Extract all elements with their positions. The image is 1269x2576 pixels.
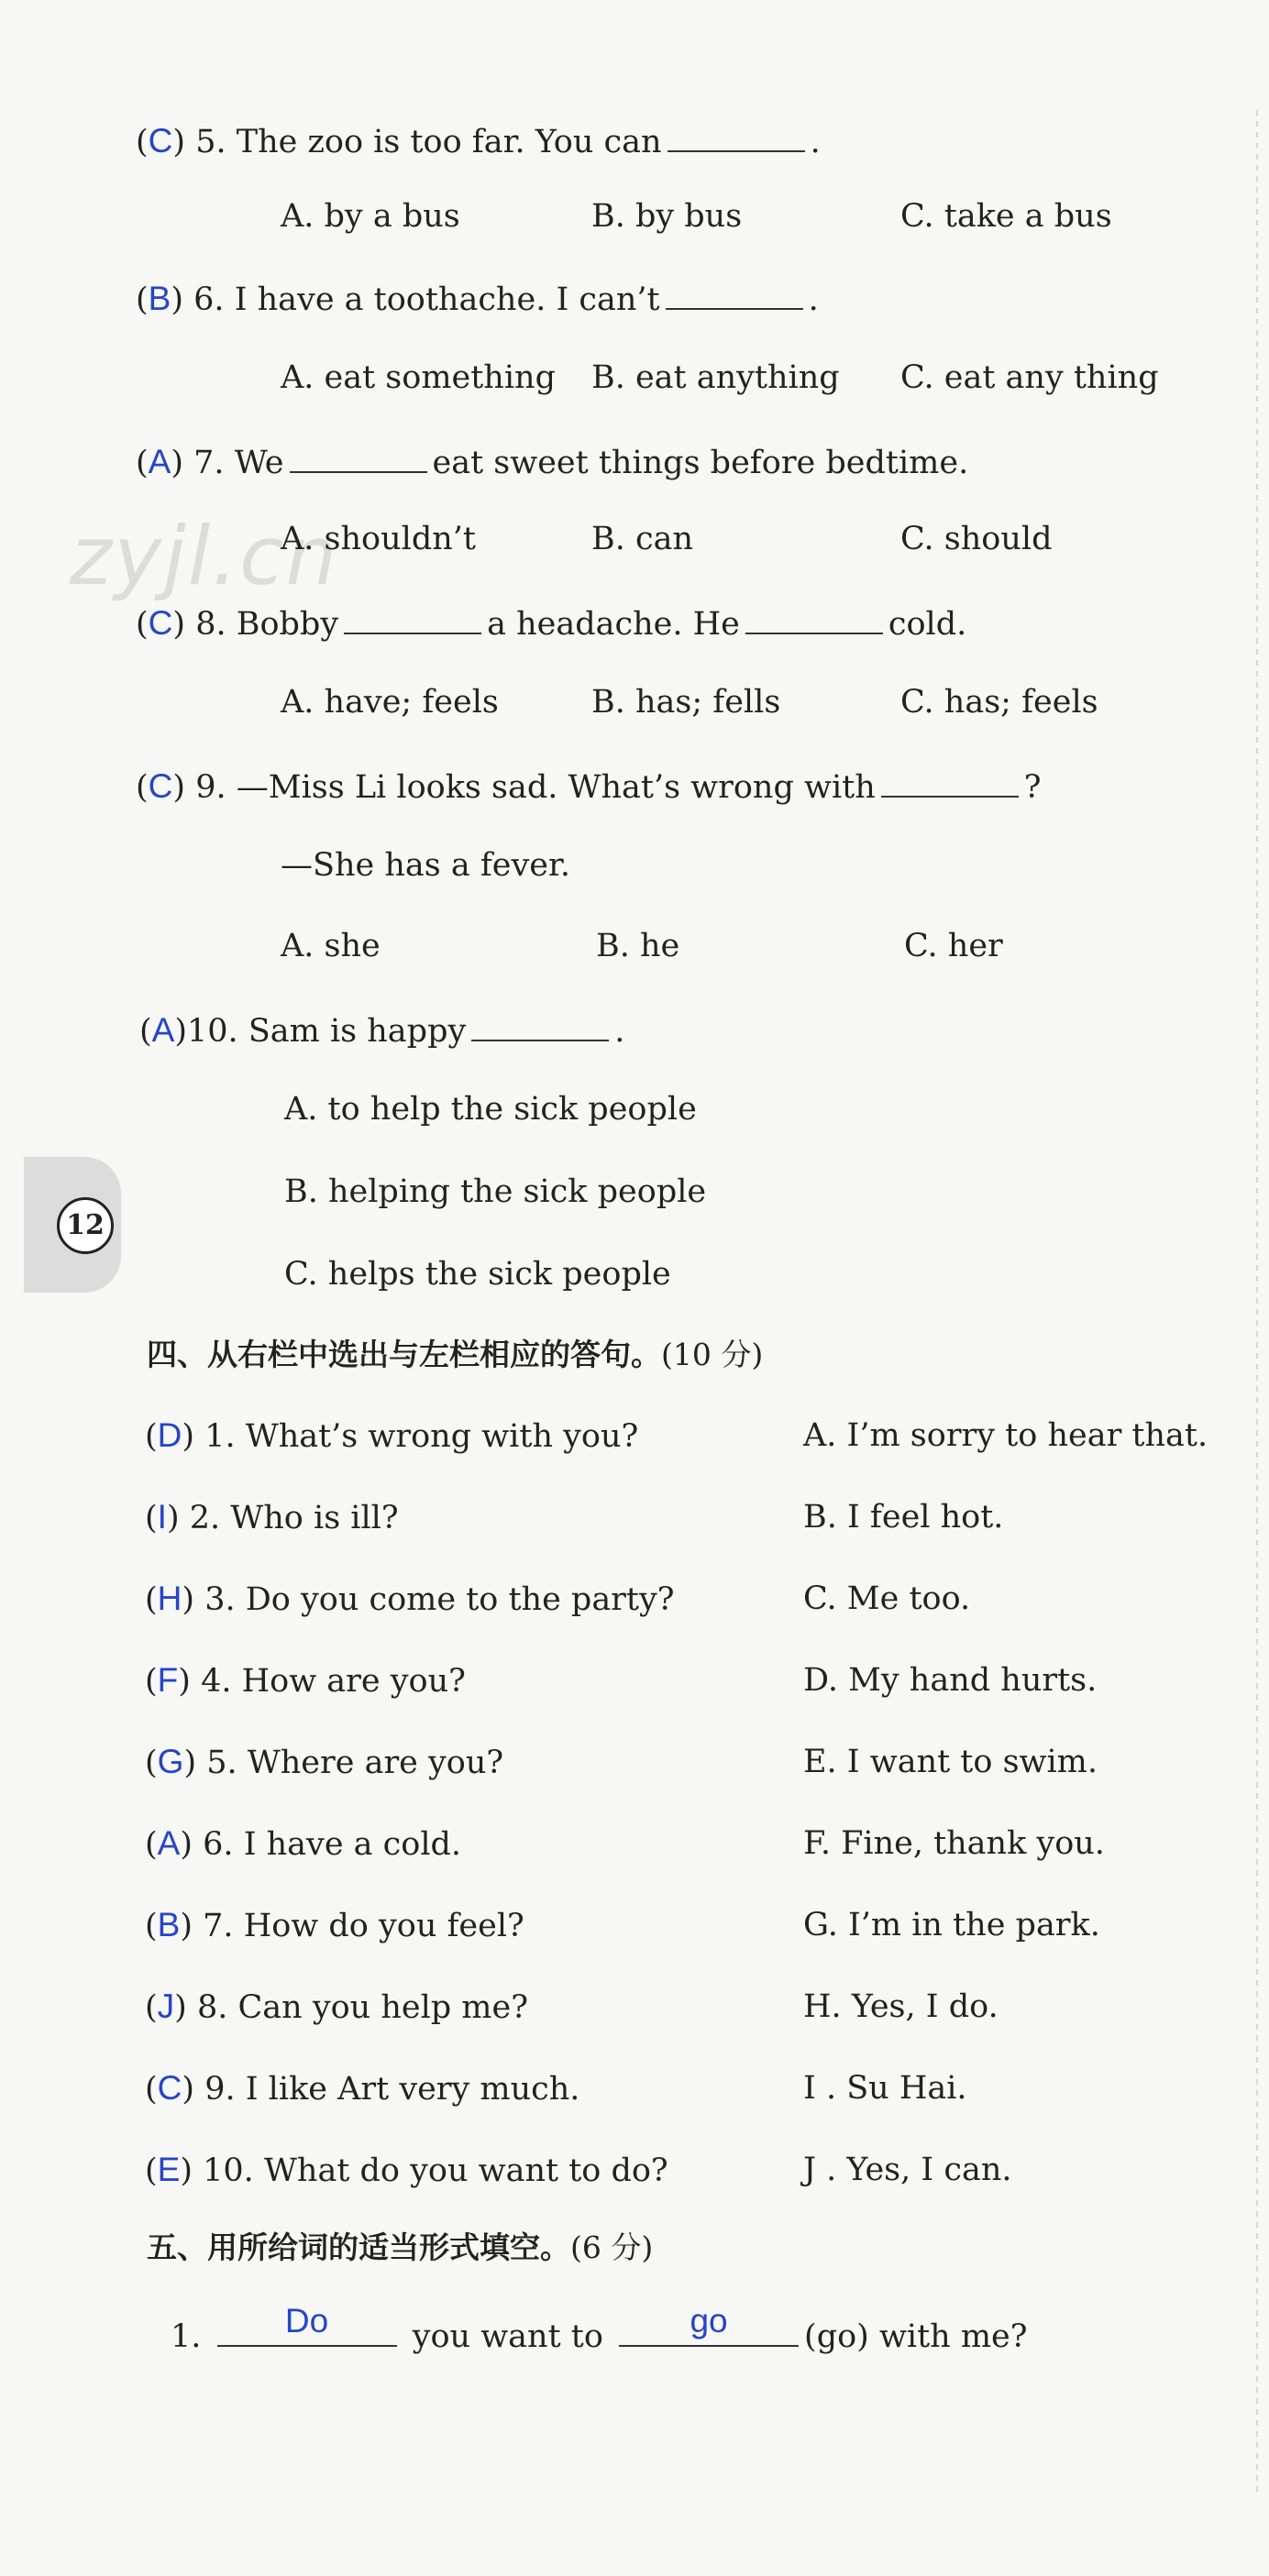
answer-blank <box>666 277 803 310</box>
question-6: (B) 6. I have a toothache. I can’t . <box>136 277 819 320</box>
answer-7: A <box>148 443 171 480</box>
answer-blank <box>290 440 427 473</box>
question-number: 4. <box>201 1663 232 1700</box>
question-number: 7. <box>203 1908 234 1944</box>
matching-right-item: D. My hand hurts. <box>803 1662 1098 1699</box>
question-8: (C) 8. Bobby a headache. He cold. <box>136 601 966 644</box>
question-number: 9. <box>204 2071 236 2108</box>
question-text: Can you help me? <box>237 1989 528 2026</box>
section-points: (6 分) <box>570 2229 654 2265</box>
question-text: How are you? <box>241 1663 466 1700</box>
question-text: you want to <box>412 2318 603 2355</box>
question-number: 2. <box>189 1500 221 1536</box>
answer-8: C <box>148 604 173 642</box>
option-b: B. he <box>596 928 680 964</box>
option-c: C. helps the sick people <box>284 1256 671 1293</box>
question-number: 9. <box>195 769 226 806</box>
dialogue-reply: —She has a fever. <box>281 847 571 884</box>
answer-blank <box>881 765 1019 798</box>
question-7: (A) 7. We eat sweet things before bedtime. <box>136 440 968 483</box>
question-number: 10. <box>203 2152 254 2189</box>
option-a: A. she <box>281 928 381 964</box>
matching-right-item: E. I want to swim. <box>803 1744 1098 1780</box>
matching-left-item: (A) 6. I have a cold. <box>145 1824 462 1863</box>
matching-answer: A <box>157 1824 181 1862</box>
question-text: How do you feel? <box>243 1908 524 1944</box>
question-number: 6. <box>193 281 225 318</box>
matching-answer: E <box>157 2151 181 2188</box>
question-stem-end: . <box>808 281 819 318</box>
question-number: 6. <box>203 1826 234 1863</box>
option-b: B. has; fells <box>591 684 781 721</box>
section-title-text: 四、从右栏中选出与左栏相应的答句。 <box>147 1337 661 1372</box>
page-edge <box>1256 110 1258 2493</box>
option-b: B. can <box>591 521 693 557</box>
matching-right-item: C. Me too. <box>803 1580 971 1617</box>
matching-left-item: (I) 2. Who is ill? <box>145 1498 399 1536</box>
section-4-title <box>147 1335 763 1375</box>
question-stem: Sam is happy <box>248 1013 467 1050</box>
matching-right-item: G. I’m in the park. <box>803 1907 1100 1943</box>
matching-answer: I <box>157 1498 167 1536</box>
option-c: C. has; feels <box>900 684 1098 721</box>
question-text: Do you come to the party? <box>245 1581 675 1618</box>
question-number: 7. <box>193 445 225 481</box>
question-number: 8. <box>195 606 226 643</box>
question-text: What’s wrong with you? <box>245 1418 639 1455</box>
fill-answer-2: go <box>690 2302 728 2339</box>
matching-answer: C <box>157 2069 182 2107</box>
matching-answer: F <box>157 1661 179 1699</box>
matching-answer: H <box>157 1580 182 1617</box>
matching-answer: G <box>157 1743 184 1780</box>
option-a: A. to help the sick people <box>284 1091 697 1128</box>
option-a: A. have; feels <box>281 684 499 721</box>
matching-answer: B <box>157 1906 181 1943</box>
question-text: I have a cold. <box>243 1826 462 1863</box>
page-number: 12 <box>57 1197 114 1254</box>
question-text-end: (go) with me? <box>804 2318 1028 2355</box>
question-stem: —Miss Li looks sad. What’s wrong with <box>236 769 876 806</box>
question-text: I like Art very much. <box>245 2071 580 2108</box>
matching-right-item: F. Fine, thank you. <box>803 1825 1105 1862</box>
option-c: C. her <box>904 928 1003 964</box>
option-b: B. by bus <box>591 198 743 235</box>
question-9: (C) 9. —Miss Li looks sad. What’s wrong with ? <box>136 765 1042 808</box>
question-number: 10. <box>187 1013 238 1050</box>
question-5: (C) 5. The zoo is too far. You can . <box>136 119 821 162</box>
matching-right-item: H. Yes, I do. <box>803 1988 999 2025</box>
section-5-title <box>147 2228 653 2268</box>
fill-blank-2 <box>619 2302 799 2347</box>
matching-left-item: (F) 4. How are you? <box>145 1661 466 1700</box>
option-a: A. shouldn’t <box>281 521 476 557</box>
answer-blank <box>344 601 481 634</box>
fill-answer-1: Do <box>284 2302 329 2339</box>
question-number: 3. <box>204 1581 236 1618</box>
question-number: 1. <box>171 2318 202 2355</box>
matching-right-item: A. I’m sorry to hear that. <box>803 1417 1208 1454</box>
question-number: 8. <box>196 1989 228 2026</box>
question-number: 5. <box>195 124 226 160</box>
option-c: C. take a bus <box>900 198 1112 235</box>
answer-5: C <box>148 122 173 160</box>
matching-right-item: J . Yes, I can. <box>803 2152 1012 2188</box>
option-a: A. eat something <box>281 359 556 396</box>
question-stem-end: cold. <box>888 606 967 643</box>
question-text: Where are you? <box>247 1745 504 1781</box>
question-text: What do you want to do? <box>263 2152 668 2189</box>
question-number: 5. <box>206 1745 237 1781</box>
question-stem: I have a toothache. I can’t <box>234 281 660 318</box>
section-points: (10 分) <box>661 1337 764 1372</box>
question-stem-end: eat sweet things before bedtime. <box>432 445 969 481</box>
question-stem-end: ? <box>1023 769 1042 806</box>
fill-question-1 <box>171 2302 1028 2357</box>
matching-right-item: I . Su Hai. <box>803 2070 967 2107</box>
answer-blank <box>668 119 805 152</box>
matching-answer: J <box>157 1987 175 2025</box>
matching-right-item: B. I feel hot. <box>803 1499 1004 1536</box>
question-stem-end: . <box>810 124 821 160</box>
matching-left-item: (J) 8. Can you help me? <box>145 1987 528 2026</box>
watermark: zyjl.cn <box>70 509 339 603</box>
question-stem: Bobby <box>236 606 339 643</box>
option-c: C. eat any thing <box>900 359 1159 396</box>
option-b: B. eat anything <box>591 359 840 396</box>
question-number: 1. <box>204 1418 236 1455</box>
question-text: Who is ill? <box>230 1500 399 1536</box>
answer-6: B <box>148 280 171 317</box>
answer-9: C <box>148 767 173 805</box>
matching-left-item: (G) 5. Where are you? <box>145 1743 504 1781</box>
answer-blank <box>745 601 883 634</box>
option-b: B. helping the sick people <box>284 1173 707 1210</box>
answer-blank <box>471 1008 609 1041</box>
matching-left-item: (H) 3. Do you come to the party? <box>145 1580 675 1618</box>
fill-blank-1 <box>217 2302 397 2347</box>
question-10: (A)10. Sam is happy . <box>139 1008 624 1051</box>
matching-left-item: (D) 1. What’s wrong with you? <box>145 1416 639 1455</box>
option-c: C. should <box>900 521 1053 557</box>
question-stem-mid: a headache. He <box>487 606 740 643</box>
section-title-text: 五、用所给词的适当形式填空。 <box>147 2229 570 2265</box>
matching-answer: D <box>157 1416 182 1454</box>
option-a: A. by a bus <box>281 198 460 235</box>
question-stem: We <box>234 445 284 481</box>
answer-10: A <box>151 1011 175 1049</box>
matching-left-item: (B) 7. How do you feel? <box>145 1906 524 1944</box>
matching-left-item: (C) 9. I like Art very much. <box>145 2069 580 2108</box>
question-stem-end: . <box>614 1013 625 1050</box>
matching-left-item: (E) 10. What do you want to do? <box>145 2151 668 2189</box>
question-stem: The zoo is too far. You can <box>236 124 662 160</box>
